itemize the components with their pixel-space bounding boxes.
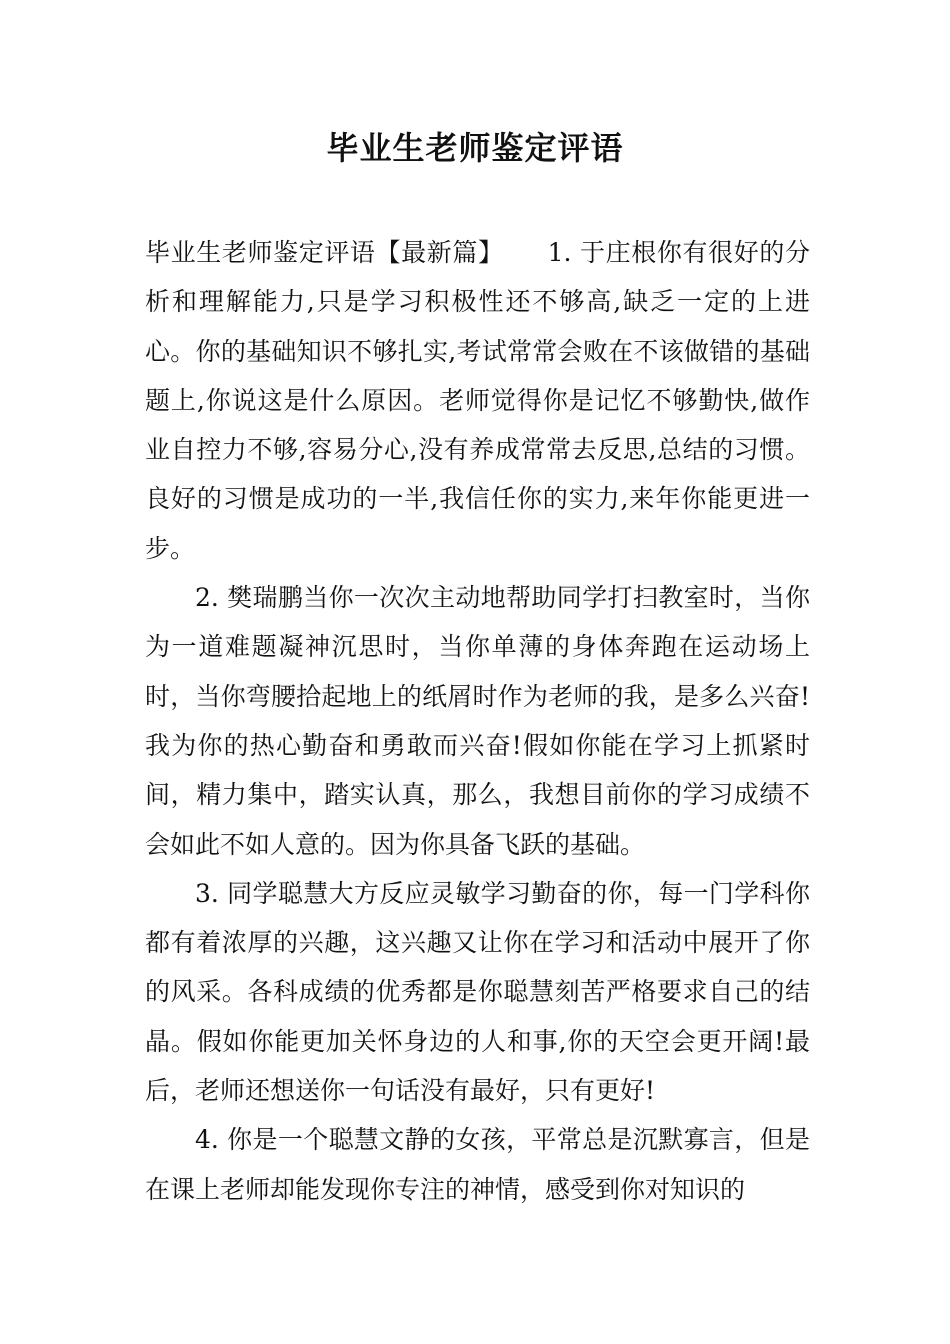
paragraph-1 — [145, 228, 810, 573]
paragraph-4: 4. 你是一个聪慧文静的女孩，平常总是沉默寡言，但是在课上老师却能发现你专注的神情，感受到你对知识的 — [145, 1125, 810, 1204]
document-title: 毕业生老师鉴定评语 — [326, 129, 624, 167]
intro-heading: 毕业生老师鉴定评语【最新篇】 — [145, 238, 504, 267]
paragraph-3: 3. 同学聪慧大方反应灵敏学习勤奋的你，每一门学科你都有着浓厚的兴趣，这兴趣又让你在学习和活动中展开了你的风采。各科成绩的优秀都是你聪慧刻苦严格要求自己的结晶。假如你能更加关怀身边的人和事,你的天空会更开阔!最后，老师还想送你一句话没有最好，只有更好! — [145, 878, 810, 1106]
paragraph-1-text: 1. 于庄根你有很好的分析和理解能力,只是学习积极性还不够高,缺乏一定的上进心。你的基础知识不够扎实,考试常常会败在不该做错的基础题上,你说这是什么原因。老师觉得你是记忆不够勤快,做作业自控力不够,容易分心,没有养成常常去反思,总结的习惯。良好的习惯是成功的一半,我信任你的实力,来年你能更进一步。 — [145, 238, 810, 563]
document-body — [145, 228, 810, 1214]
paragraph-2: 2. 樊瑞鹏当你一次次主动地帮助同学打扫教室时，当你为一道难题凝神沉思时，当你单薄的身体奔跑在运动场上时，当你弯腰拾起地上的纸屑时作为老师的我，是多么兴奋!我为你的热心勤奋和勇敢而兴奋!假如你能在学习上抓紧时间，精力集中，踏实认真，那么，我想目前你的学习成绩不会如此不如人意的。因为你具备飞跃的基础。 — [145, 583, 810, 859]
